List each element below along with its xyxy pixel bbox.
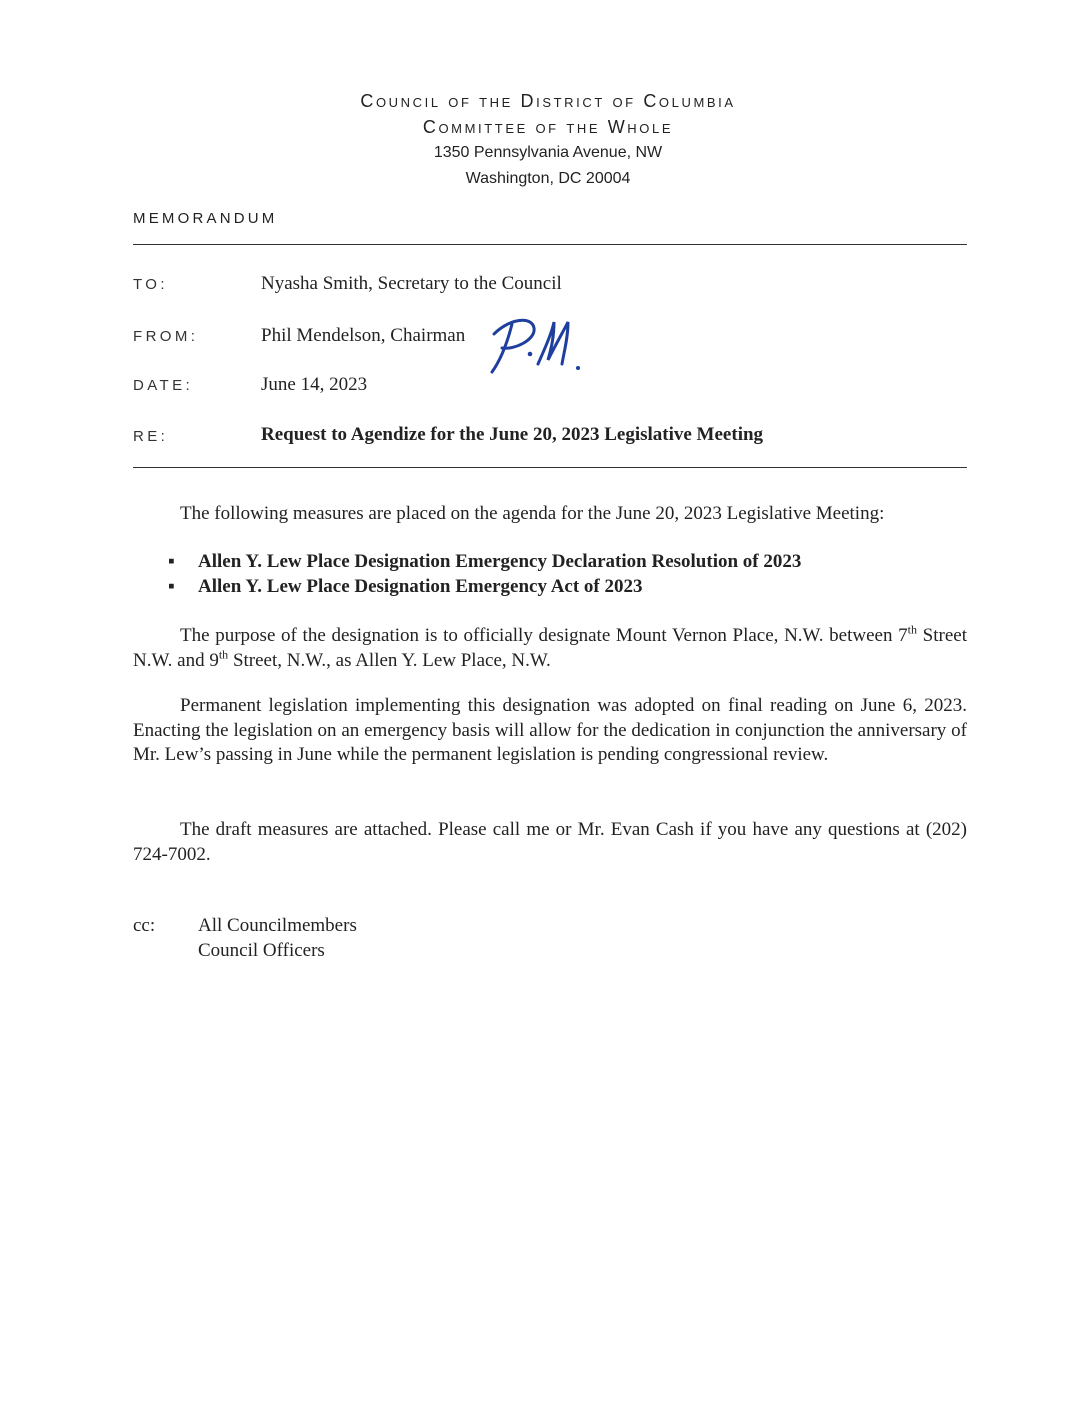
list-item: [168, 575, 948, 600]
from-value: Phil Mendelson, Chairman: [261, 325, 466, 346]
bullet-icon: ▪: [168, 551, 175, 572]
purpose-text-3: Street, N.W., as Allen Y. Lew Place, N.W.: [228, 649, 551, 671]
letterhead-council: Council of the District of Columbia: [360, 91, 736, 111]
re-subject: Request to Agendize for the June 20, 2023 Legislative Meeting: [261, 424, 764, 445]
to-value: Nyasha Smith, Secretary to the Council: [261, 273, 562, 294]
letterhead-city: Washington, DC 20004: [465, 170, 631, 187]
ordinal-suffix: th: [907, 622, 917, 637]
letterhead-street: 1350 Pennsylvania Avenue, NW: [433, 144, 663, 161]
letterhead: [0, 88, 1088, 192]
header-bottom-rule: [133, 467, 967, 468]
list-item: [168, 550, 948, 575]
purpose-paragraph: [133, 624, 967, 673]
memorandum-label: MEMORANDUM: [133, 210, 278, 227]
cc-recipient: All Councilmembers: [198, 915, 357, 936]
letterhead-committee: Committee of the Whole: [422, 117, 674, 137]
cc-label: cc:: [133, 915, 156, 936]
cc-recipients: [198, 914, 357, 963]
date-label: DATE:: [133, 377, 194, 394]
contact-paragraph: The draft measures are attached. Please call me or Mr. Evan Cash if you have any questions at (202) 724-7002.: [133, 819, 967, 865]
cc-recipient: Council Officers: [198, 939, 325, 961]
measure-title: Allen Y. Lew Place Designation Emergency Declaration Resolution of 2023: [198, 551, 802, 572]
bullet-icon: ▪: [168, 575, 175, 597]
intro-paragraph: The following measures are placed on the agenda for the June 20, 2023 Legislative Meeting:: [180, 503, 885, 524]
chairman-signature: [480, 310, 590, 380]
purpose-text-1: The purpose of the designation is to officially designate Mount Vernon Place, N.W. between 7: [180, 625, 908, 646]
measure-title: Allen Y. Lew Place Designation Emergency Act of 2023: [198, 575, 643, 597]
permanent-legislation-paragraph: Permanent legislation implementing this designation was adopted on final reading on June 6, 2023. Enacting the legislation on an emergency basis will allow for the dedication in conjunction the anniversary of Mr. Lew’s passing in June while the permanent legislation is pending congressional review.: [133, 695, 967, 765]
from-label: FROM:: [133, 328, 199, 345]
re-label: RE:: [133, 428, 169, 445]
purpose-text-2: Street N.W. and 9: [133, 625, 967, 671]
date-value: June 14, 2023: [261, 374, 368, 395]
header-top-rule: [133, 244, 967, 245]
measures-list: [168, 550, 948, 599]
ordinal-suffix: th: [218, 647, 229, 662]
to-label: TO:: [133, 276, 168, 293]
